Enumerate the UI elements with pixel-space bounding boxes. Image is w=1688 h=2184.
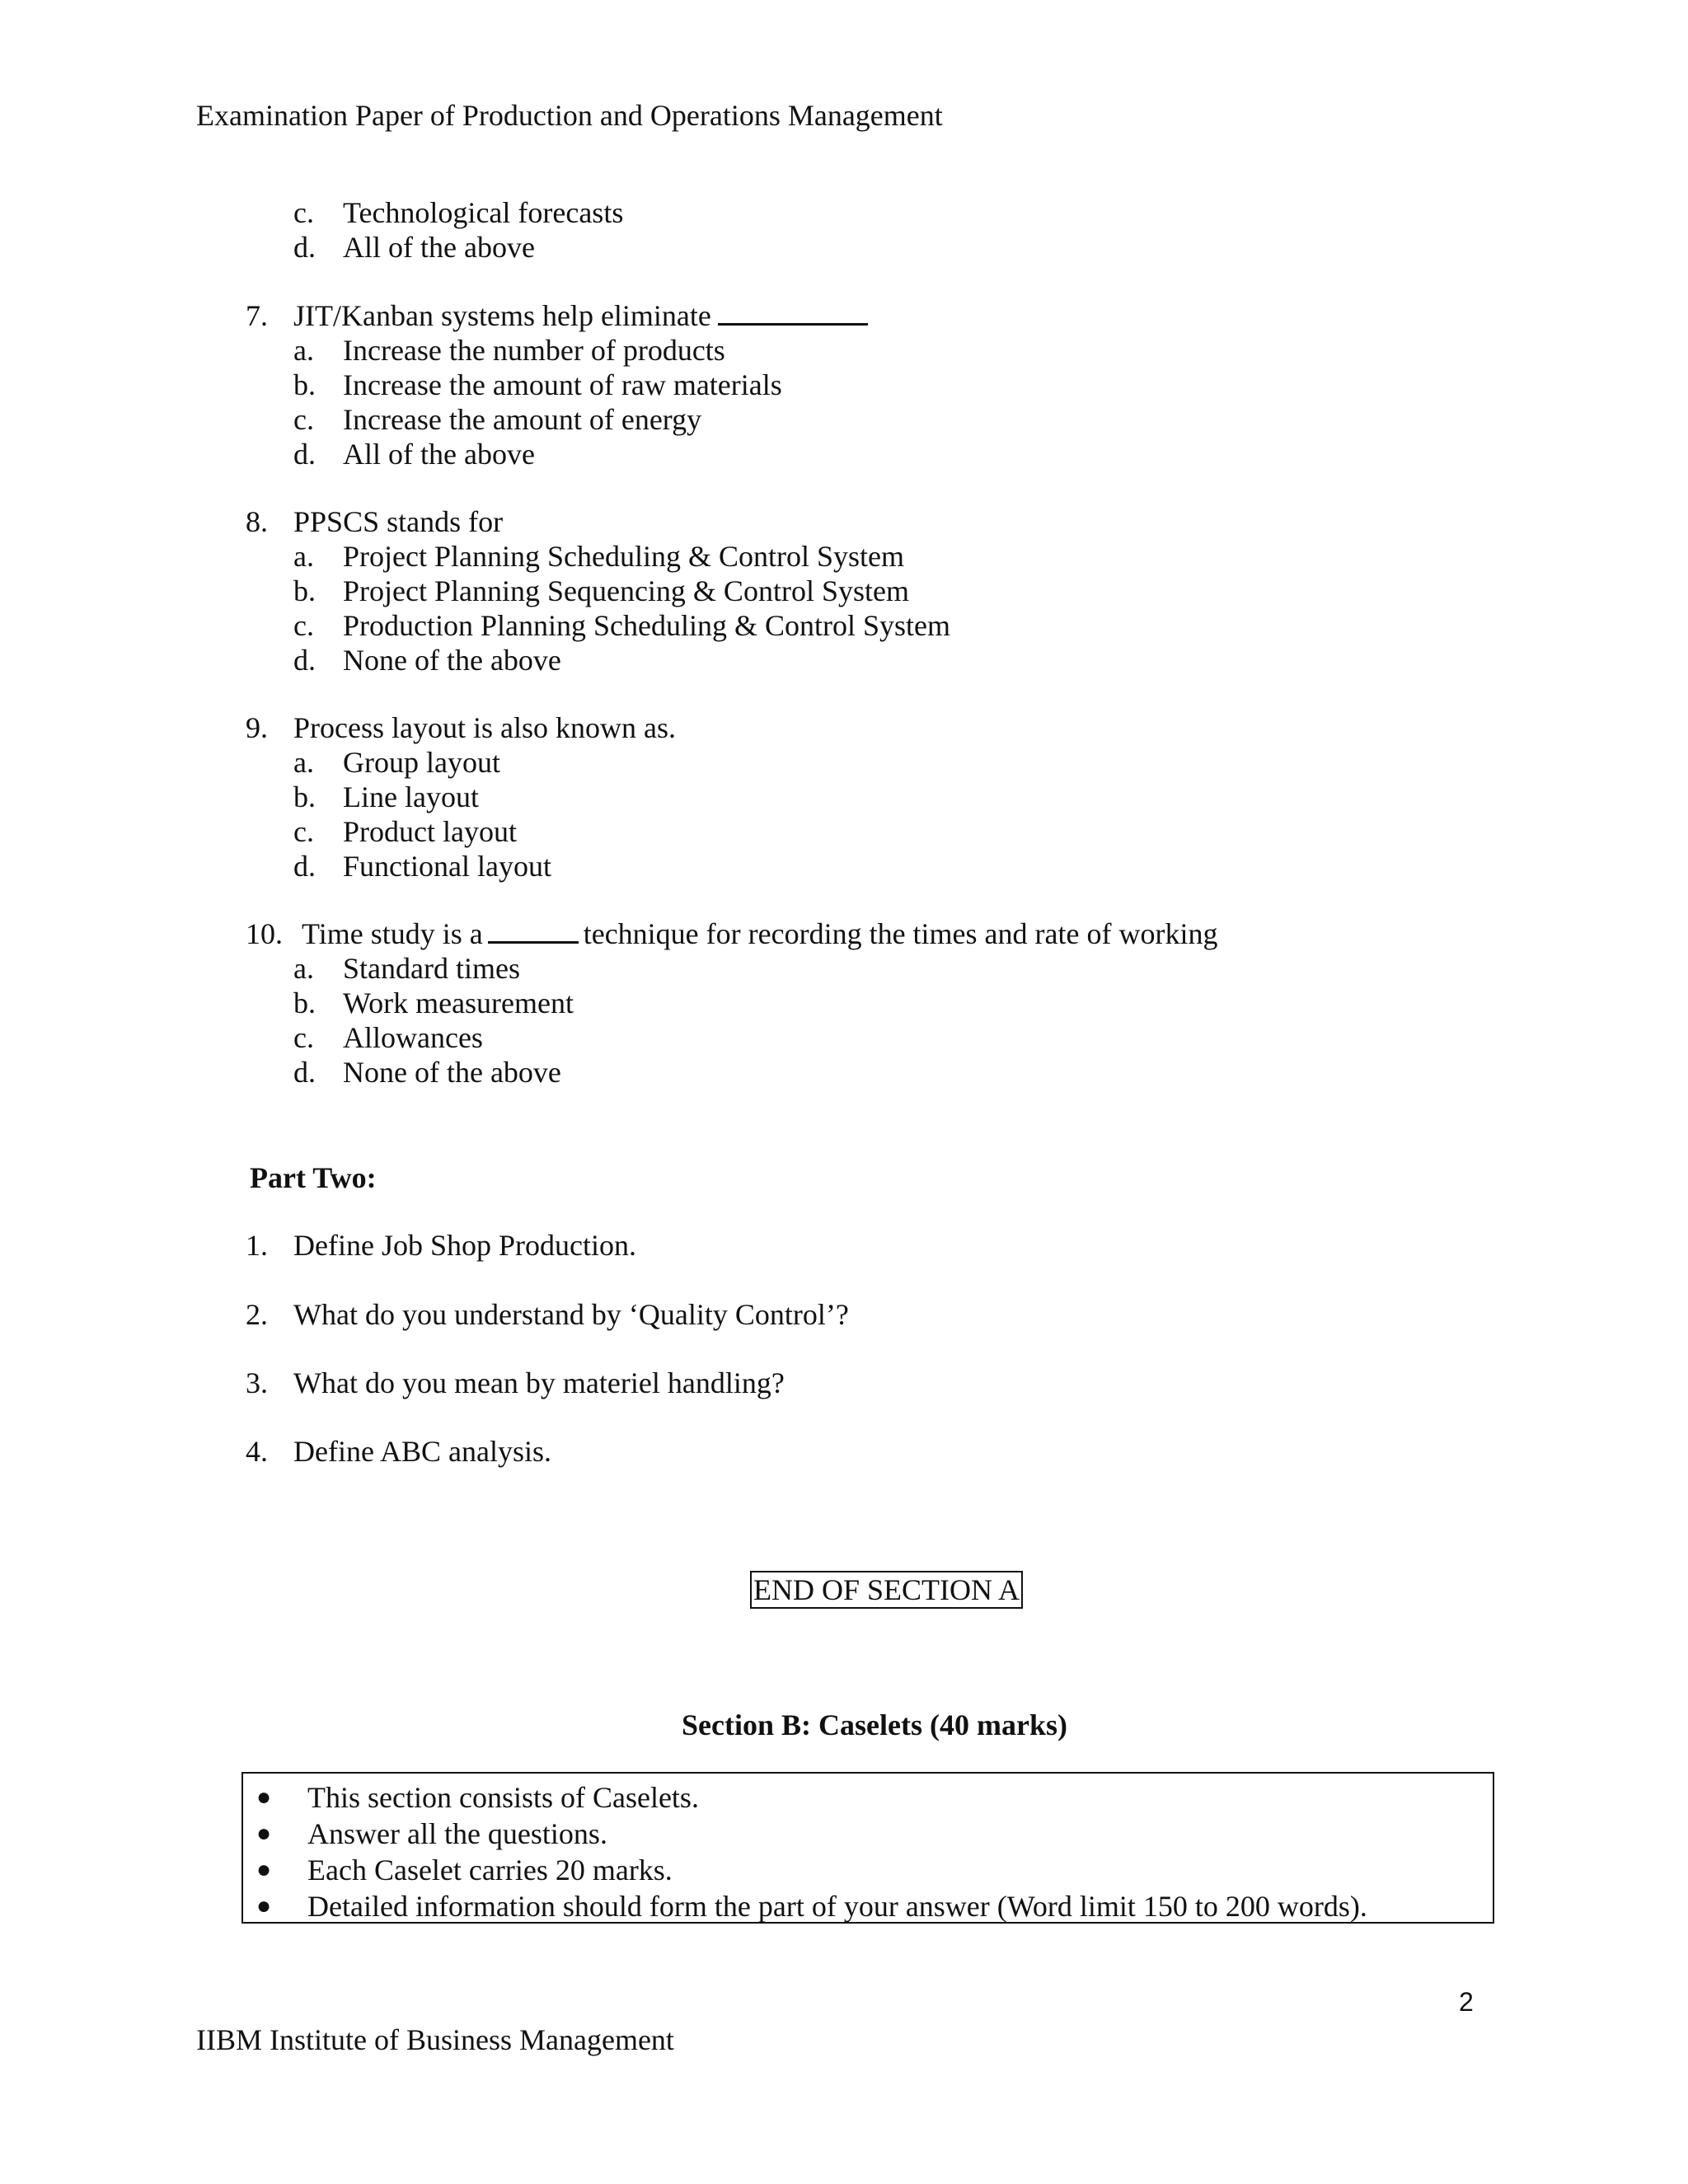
question-number: 8. [246, 505, 268, 538]
option-text: Production Planning Scheduling & Control System [343, 609, 950, 642]
question-text: Define ABC analysis. [293, 1435, 551, 1468]
end-of-section-a-box: END OF SECTION A [750, 1571, 1023, 1609]
question-text [293, 298, 868, 333]
option-text: Project Planning Scheduling & Control System [343, 540, 904, 573]
option-text: Functional layout [343, 850, 551, 883]
question-number: 4. [246, 1435, 268, 1468]
option-text: Work measurement [343, 987, 574, 1019]
bullet-icon: ● [256, 1783, 272, 1811]
section-b-instructions-box [241, 1772, 1494, 1924]
page-footer: IIBM Institute of Business Management [196, 2023, 674, 2056]
option-letter: b. [293, 368, 316, 401]
instruction-text: Each Caselet carries 20 marks. [307, 1854, 673, 1886]
option-text: Allowances [343, 1021, 483, 1054]
option-text: Increase the amount of raw materials [343, 368, 782, 401]
section-b-title: Section B: Caselets (40 marks) [682, 1708, 1067, 1741]
question-text: PPSCS stands for [293, 505, 504, 538]
answer-blank [718, 298, 868, 326]
bullet-icon: ● [256, 1820, 272, 1847]
part-two-title: Part Two: [250, 1161, 377, 1194]
option-letter: a. [293, 540, 314, 573]
instruction-text: Detailed information should form the part of your answer (Word limit 150 to 200 words). [307, 1890, 1367, 1923]
option-letter: b. [293, 987, 316, 1019]
option-letter: a. [293, 952, 314, 985]
option-letter: d. [293, 850, 316, 883]
option-text: All of the above [343, 438, 535, 471]
question-text-after: technique for recording the times and rate of working [583, 917, 1218, 950]
page-header: Examination Paper of Production and Operations Management [196, 99, 943, 132]
instruction-text: Answer all the questions. [307, 1817, 607, 1850]
question-text: Process layout is also known as. [293, 711, 676, 744]
question-text-main: JIT/Kanban systems help eliminate [293, 299, 711, 332]
option-letter: b. [293, 780, 316, 813]
option-text: Line layout [343, 780, 479, 813]
option-letter: c. [293, 609, 314, 642]
question-number: 3. [246, 1366, 268, 1399]
option-letter: a. [293, 334, 314, 367]
question-number: 1. [246, 1229, 268, 1262]
option-letter: c. [293, 196, 314, 229]
option-text: Increase the amount of energy [343, 403, 702, 436]
bullet-icon: ● [256, 1892, 272, 1919]
option-text: Group layout [343, 746, 500, 779]
option-text: All of the above [343, 231, 535, 264]
question-text: What do you understand by ‘Quality Control’? [293, 1298, 849, 1331]
question-text: Define Job Shop Production. [293, 1229, 636, 1262]
bullet-icon: ● [256, 1856, 272, 1883]
option-letter: c. [293, 403, 314, 436]
option-letter: c. [293, 1021, 314, 1054]
option-letter: d. [293, 231, 316, 264]
option-letter: d. [293, 438, 316, 471]
option-text: Standard times [343, 952, 520, 985]
instruction-text: This section consists of Caselets. [307, 1781, 699, 1814]
question-number: 10. [246, 917, 283, 950]
question-number: 2. [246, 1298, 268, 1331]
option-letter: d. [293, 644, 316, 677]
option-letter: d. [293, 1056, 316, 1089]
option-letter: a. [293, 746, 314, 779]
option-text: None of the above [343, 644, 561, 677]
option-text: Technological forecasts [343, 196, 624, 229]
question-number: 7. [246, 299, 268, 332]
option-text: None of the above [343, 1056, 561, 1089]
question-text [302, 916, 1217, 951]
question-text-before: Time study is a [302, 917, 483, 950]
answer-blank [488, 916, 579, 944]
question-number: 9. [246, 711, 268, 744]
option-text: Increase the number of products [343, 334, 725, 367]
option-text: Product layout [343, 815, 517, 848]
option-text: Project Planning Sequencing & Control System [343, 574, 909, 607]
question-text: What do you mean by materiel handling? [293, 1366, 785, 1399]
option-letter: c. [293, 815, 314, 848]
option-letter: b. [293, 574, 316, 607]
page-number: 2 [1459, 1987, 1474, 2017]
